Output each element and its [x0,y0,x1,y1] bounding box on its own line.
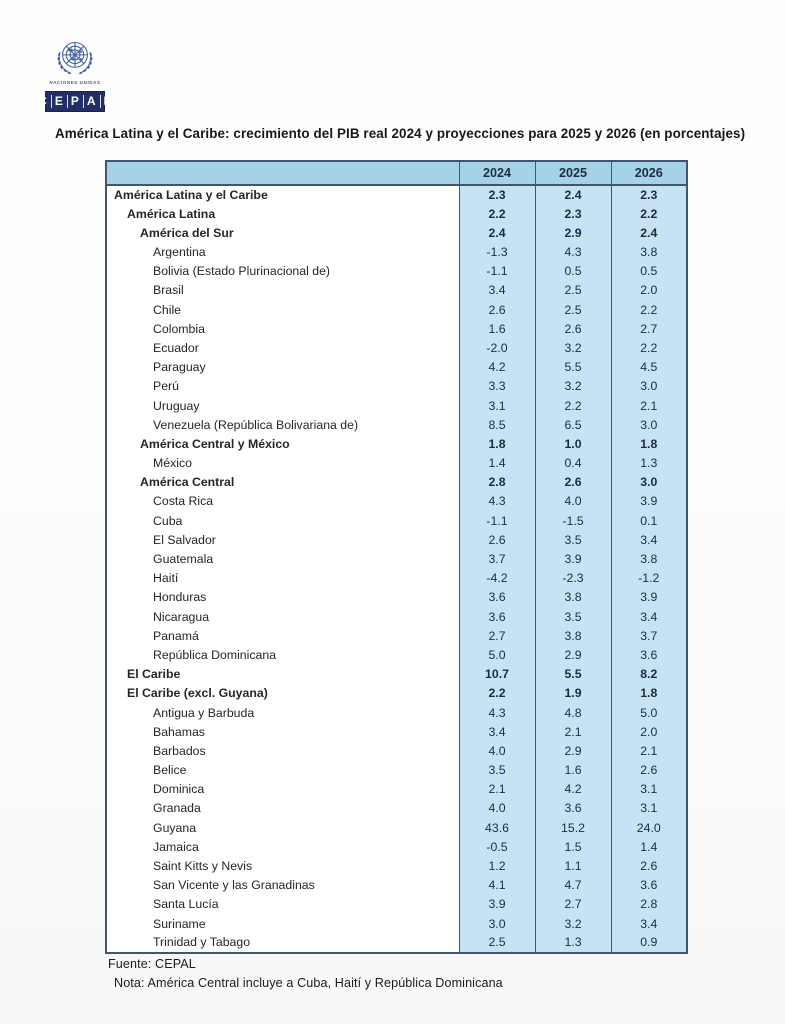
col-header-2025: 2025 [535,161,611,185]
table-row [106,607,687,626]
cepal-logo [38,91,112,112]
value-2024: 2.6 [459,530,535,549]
value-2026: 3.0 [611,473,687,492]
value-2026: 4.5 [611,358,687,377]
value-2026: 1.8 [611,684,687,703]
value-2025: 4.0 [535,492,611,511]
row-label: Costa Rica [106,492,459,511]
value-2025: 3.9 [535,550,611,569]
value-2026: 0.9 [611,933,687,952]
value-2026: 0.1 [611,511,687,530]
value-2025: 2.9 [535,223,611,242]
value-2026: 5.0 [611,703,687,722]
value-2024: 4.3 [459,492,535,511]
row-label: Trinidad y Tabago [106,933,459,952]
value-2025: 0.4 [535,454,611,473]
table-row [106,204,687,223]
row-label: Honduras [106,588,459,607]
table-row [106,511,687,530]
row-label: Nicaragua [106,607,459,626]
table-row [106,223,687,242]
table-row [106,857,687,876]
value-2024: -0.5 [459,837,535,856]
row-label: Jamaica [106,837,459,856]
value-2025: 2.7 [535,895,611,914]
value-2024: 3.4 [459,281,535,300]
table-row [106,415,687,434]
value-2025: 2.6 [535,473,611,492]
source-note: Fuente: CEPAL [108,957,196,971]
value-2025: 2.2 [535,396,611,415]
table-row [106,799,687,818]
value-2025: 2.6 [535,319,611,338]
table-row [106,588,687,607]
table-row [106,339,687,358]
value-2025: 2.5 [535,281,611,300]
value-2024: 4.2 [459,358,535,377]
row-label: Argentina [106,243,459,262]
table-row [106,914,687,933]
row-label: Belice [106,761,459,780]
value-2026: 3.4 [611,530,687,549]
table-row [106,741,687,760]
row-label: El Caribe (excl. Guyana) [106,684,459,703]
page-title: América Latina y el Caribe: crecimiento del PIB real 2024 y proyecciones para 2025 y 2026 (en porcentajes) [55,126,746,141]
value-2025: 2.1 [535,722,611,741]
value-2024: 1.6 [459,319,535,338]
value-2025: 4.8 [535,703,611,722]
value-2024: 3.3 [459,377,535,396]
value-2025: 3.5 [535,607,611,626]
value-2025: 1.1 [535,857,611,876]
value-2026: 3.4 [611,914,687,933]
value-2026: 3.0 [611,377,687,396]
value-2025: 1.5 [535,837,611,856]
value-2026: 3.8 [611,243,687,262]
table-row [106,550,687,569]
table-row [106,319,687,338]
cepal-letter: P [67,95,83,108]
cepal-letter: C [38,94,48,108]
value-2024: 2.6 [459,300,535,319]
value-2026: 1.4 [611,837,687,856]
value-2025: 1.9 [535,684,611,703]
value-2024: 3.7 [459,550,535,569]
table-row [106,358,687,377]
cepal-letter: E [51,95,67,108]
table-row [106,473,687,492]
value-2024: 43.6 [459,818,535,837]
value-2026: 3.9 [611,588,687,607]
table-row [106,300,687,319]
value-2024: 3.1 [459,396,535,415]
row-label: Antigua y Barbuda [106,703,459,722]
col-header-region [106,161,459,185]
value-2024: 3.9 [459,895,535,914]
value-2026: 2.8 [611,895,687,914]
naciones-unidas-label: NACIONES UNIDAS [49,80,101,85]
value-2025: 2.5 [535,300,611,319]
value-2024: 2.8 [459,473,535,492]
value-2026: 24.0 [611,818,687,837]
value-2025: 3.2 [535,377,611,396]
value-2024: 4.0 [459,741,535,760]
row-label: Paraguay [106,358,459,377]
value-2026: 2.0 [611,281,687,300]
value-2024: 2.7 [459,626,535,645]
value-2025: 5.5 [535,665,611,684]
value-2026: 2.0 [611,722,687,741]
row-label: América Latina [106,204,459,223]
table-row [106,684,687,703]
row-label: El Caribe [106,665,459,684]
table-row [106,243,687,262]
value-2025: 3.6 [535,799,611,818]
row-label: Saint Kitts y Nevis [106,857,459,876]
table-row [106,396,687,415]
table-row [106,185,687,204]
row-label: América Latina y el Caribe [106,185,459,204]
row-label: América del Sur [106,223,459,242]
value-2026: 1.8 [611,434,687,453]
row-label: Guatemala [106,550,459,569]
table-row [106,895,687,914]
value-2025: 2.9 [535,741,611,760]
value-2026: 2.7 [611,319,687,338]
value-2026: 2.2 [611,204,687,223]
row-label: San Vicente y las Granadinas [106,876,459,895]
row-label: América Central y México [106,434,459,453]
table-row [106,780,687,799]
table-row [106,626,687,645]
value-2024: 1.4 [459,454,535,473]
value-2025: 2.9 [535,646,611,665]
value-2024: 4.1 [459,876,535,895]
row-label: Cuba [106,511,459,530]
value-2025: 4.3 [535,243,611,262]
table-row [106,377,687,396]
table-row [106,454,687,473]
col-header-2026: 2026 [611,161,687,185]
value-2024: 2.3 [459,185,535,204]
value-2026: -1.2 [611,569,687,588]
row-label: Haití [106,569,459,588]
table-row [106,818,687,837]
row-label: República Dominicana [106,646,459,665]
value-2025: 2.3 [535,204,611,223]
table-row [106,281,687,300]
value-2024: 4.0 [459,799,535,818]
value-2026: 3.0 [611,415,687,434]
value-2024: 2.4 [459,223,535,242]
table-row [106,837,687,856]
value-2026: 3.7 [611,626,687,645]
row-label: Uruguay [106,396,459,415]
value-2024: 2.5 [459,933,535,952]
value-2025: 4.7 [535,876,611,895]
value-2025: 15.2 [535,818,611,837]
value-2024: 1.2 [459,857,535,876]
col-header-2024: 2024 [459,161,535,185]
value-2026: 2.6 [611,761,687,780]
value-2024: -1.1 [459,511,535,530]
value-2026: 2.2 [611,339,687,358]
value-2026: 3.6 [611,646,687,665]
gdp-growth-table [105,160,688,954]
row-label: Colombia [106,319,459,338]
table-row [106,761,687,780]
value-2024: -2.0 [459,339,535,358]
value-2025: 3.5 [535,530,611,549]
value-2026: 2.4 [611,223,687,242]
row-label: Perú [106,377,459,396]
value-2025: 3.8 [535,626,611,645]
value-2025: 4.2 [535,780,611,799]
un-emblem-icon [54,40,96,78]
gdp-table-wrapper [105,160,688,954]
value-2026: 2.2 [611,300,687,319]
table-row [106,933,687,952]
value-2026: 8.2 [611,665,687,684]
value-2026: 3.4 [611,607,687,626]
value-2026: 2.1 [611,396,687,415]
cepal-letter: L [100,95,115,108]
logo-block [30,40,120,112]
table-row [106,703,687,722]
value-2024: 10.7 [459,665,535,684]
row-label: América Central [106,473,459,492]
value-2025: 0.5 [535,262,611,281]
table-row [106,569,687,588]
value-2025: 3.8 [535,588,611,607]
row-label: Granada [106,799,459,818]
value-2024: 3.6 [459,588,535,607]
table-row [106,262,687,281]
value-2024: -1.1 [459,262,535,281]
value-2026: 3.9 [611,492,687,511]
row-label: Dominica [106,780,459,799]
value-2024: 2.1 [459,780,535,799]
method-note: Nota: América Central incluye a Cuba, Haití y República Dominicana [114,976,503,990]
row-label: Brasil [106,281,459,300]
value-2024: 2.2 [459,684,535,703]
value-2024: 8.5 [459,415,535,434]
table-row [106,492,687,511]
value-2024: 1.8 [459,434,535,453]
value-2024: 3.4 [459,722,535,741]
value-2024: 2.2 [459,204,535,223]
value-2026: 0.5 [611,262,687,281]
value-2026: 2.6 [611,857,687,876]
value-2024: -1.3 [459,243,535,262]
value-2026: 3.1 [611,780,687,799]
value-2024: -4.2 [459,569,535,588]
value-2026: 3.8 [611,550,687,569]
value-2024: 3.0 [459,914,535,933]
table-row [106,722,687,741]
value-2026: 3.6 [611,876,687,895]
row-label: Panamá [106,626,459,645]
row-label: Suriname [106,914,459,933]
value-2025: 1.6 [535,761,611,780]
value-2024: 3.6 [459,607,535,626]
value-2026: 2.1 [611,741,687,760]
table-row [106,434,687,453]
value-2024: 5.0 [459,646,535,665]
value-2024: 4.3 [459,703,535,722]
value-2025: 5.5 [535,358,611,377]
row-label: Chile [106,300,459,319]
value-2026: 1.3 [611,454,687,473]
row-label: Barbados [106,741,459,760]
row-label: Santa Lucía [106,895,459,914]
table-row [106,665,687,684]
value-2025: -2.3 [535,569,611,588]
value-2024: 3.5 [459,761,535,780]
value-2025: -1.5 [535,511,611,530]
value-2025: 3.2 [535,914,611,933]
row-label: México [106,454,459,473]
value-2026: 2.3 [611,185,687,204]
table-row [106,876,687,895]
value-2025: 1.3 [535,933,611,952]
row-label: El Salvador [106,530,459,549]
value-2025: 1.0 [535,434,611,453]
row-label: Bahamas [106,722,459,741]
table-row [106,646,687,665]
value-2025: 2.4 [535,185,611,204]
value-2026: 3.1 [611,799,687,818]
table-row [106,530,687,549]
row-label: Guyana [106,818,459,837]
cepal-letter: A [83,95,100,108]
table-header-row [106,161,687,185]
value-2025: 3.2 [535,339,611,358]
row-label: Bolivia (Estado Plurinacional de) [106,262,459,281]
row-label: Venezuela (República Bolivariana de) [106,415,459,434]
row-label: Ecuador [106,339,459,358]
value-2025: 6.5 [535,415,611,434]
